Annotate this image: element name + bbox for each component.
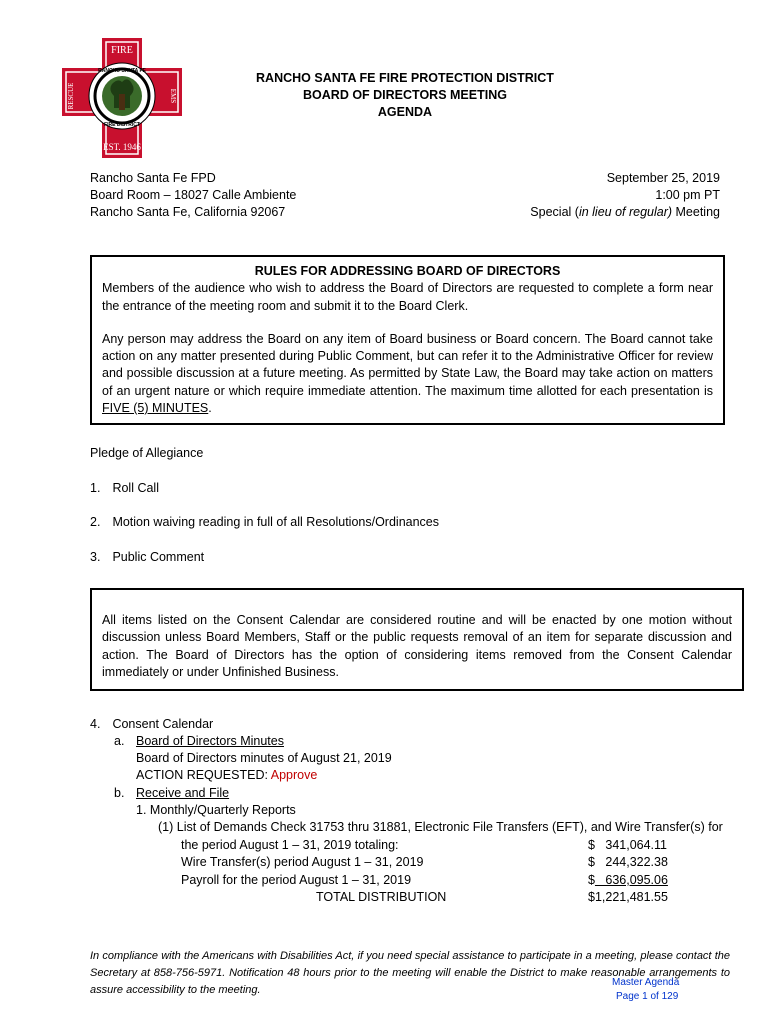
address-line-3: Rancho Santa Fe, California 92067 — [90, 205, 286, 219]
rules-box — [90, 255, 725, 425]
consent-item-a-title: Board of Directors Minutes — [136, 734, 284, 748]
title-line-2: BOARD OF DIRECTORS MEETING — [303, 88, 507, 102]
title-line-1: RANCHO SANTA FE FIRE PROTECTION DISTRICT — [256, 71, 554, 85]
total-distribution-amount: $1,221,481.55 — [588, 890, 668, 904]
svg-text:FIRE DISTRICT: FIRE DISTRICT — [104, 122, 140, 128]
demands-amount: $ 341,064.11 — [588, 838, 668, 852]
consent-notice-text: All items listed on the Consent Calendar are considered routine and will be enacted by one motion without discussion unless Board Members, Staff or the public requests removal of an item for separate discussion and action. The Board of Directors has the option of considering items removed from the Consent Calendar immediately or under Unfinished Business. — [102, 613, 732, 679]
consent-item-a-action: ACTION REQUESTED: Approve — [136, 768, 318, 782]
meeting-date: September 25, 2019 — [606, 171, 720, 185]
consent-calendar-heading: 4. Consent Calendar — [90, 717, 214, 731]
page-number: Page 1 of 129 — [616, 991, 679, 1002]
payroll-line: Payroll for the period August 1 – 31, 2019 — [181, 873, 412, 887]
demands-line-2: the period August 1 – 31, 2019 totaling: — [181, 838, 399, 852]
consent-item-a-description: Board of Directors minutes of August 21, 2019 — [136, 751, 392, 765]
master-agenda-label: Master Agenda — [612, 977, 680, 988]
wire-transfer-line: Wire Transfer(s) period August 1 – 31, 2019 — [181, 855, 424, 869]
svg-text:EST. 1946: EST. 1946 — [103, 142, 141, 152]
agenda-item-3: 3. Public Comment — [90, 550, 205, 564]
svg-text:RESCUE: RESCUE — [67, 82, 75, 110]
consent-item-a-label: a. — [114, 734, 125, 748]
rules-heading: RULES FOR ADDRESSING BOARD OF DIRECTORS — [254, 264, 561, 278]
svg-text:FIRE: FIRE — [111, 45, 133, 56]
wire-transfer-amount: $ 244,322.38 — [588, 855, 668, 869]
address-line-2: Board Room – 18027 Calle Ambiente — [90, 188, 297, 202]
document-title — [180, 70, 630, 121]
svg-text:RANCHO SANTA FE: RANCHO SANTA FE — [98, 68, 146, 74]
pledge-of-allegiance: Pledge of Allegiance — [90, 446, 204, 460]
total-distribution-label: TOTAL DISTRIBUTION — [316, 890, 447, 904]
agenda-item-2: 2. Motion waiving reading in full of all Resolutions/Ordinances — [90, 515, 439, 529]
payroll-amount: $ 636,095.06 — [588, 873, 668, 887]
agenda-item-1: 1. Roll Call — [90, 481, 159, 495]
consent-item-b-title: Receive and File — [136, 786, 230, 800]
demands-line-1: (1) List of Demands Check 31753 thru 31881, Electronic File Transfers (EFT), and Wire Transfer(s) for — [158, 820, 723, 834]
title-line-3: AGENDA — [377, 105, 433, 119]
svg-text:EMS: EMS — [169, 88, 177, 104]
meeting-time: 1:00 pm PT — [655, 188, 720, 202]
consent-notice-box — [90, 588, 744, 691]
ada-compliance-notice: In compliance with the Americans with Disabilities Act, if you need special assistance to participate in a meeting, please contact the Secretary at 858-756-5971. Notification 48 hours prior to the meeting will enable the District to make reasonable arrangements to assure accessibility to the meeting. — [90, 950, 730, 996]
fire-district-logo — [62, 38, 182, 158]
rules-paragraph-1: Members of the audience who wish to address the Board of Directors are requested to complete a form near the entrance of the meeting room and submit it to the Board Clerk. — [102, 281, 713, 313]
consent-item-b-label: b. — [114, 786, 125, 800]
consent-item-b1: 1. Monthly/Quarterly Reports — [136, 803, 296, 817]
meeting-type: Special (in lieu of regular) Meeting — [530, 205, 720, 219]
address-line-1: Rancho Santa Fe FPD — [90, 171, 216, 185]
rules-paragraph-2: Any person may address the Board on any item of Board business or Board concern. The Board cannot take action on any matter presented during Public Comment, but can refer it to the Administrative Officer for review and possible discussion at a future meeting. As permitted by State Law, the Board may take action on matters of an urgent nature or which require immediate attention. The maximum time allotted for each presentation is FIVE (5) MINUTES. — [102, 331, 713, 416]
